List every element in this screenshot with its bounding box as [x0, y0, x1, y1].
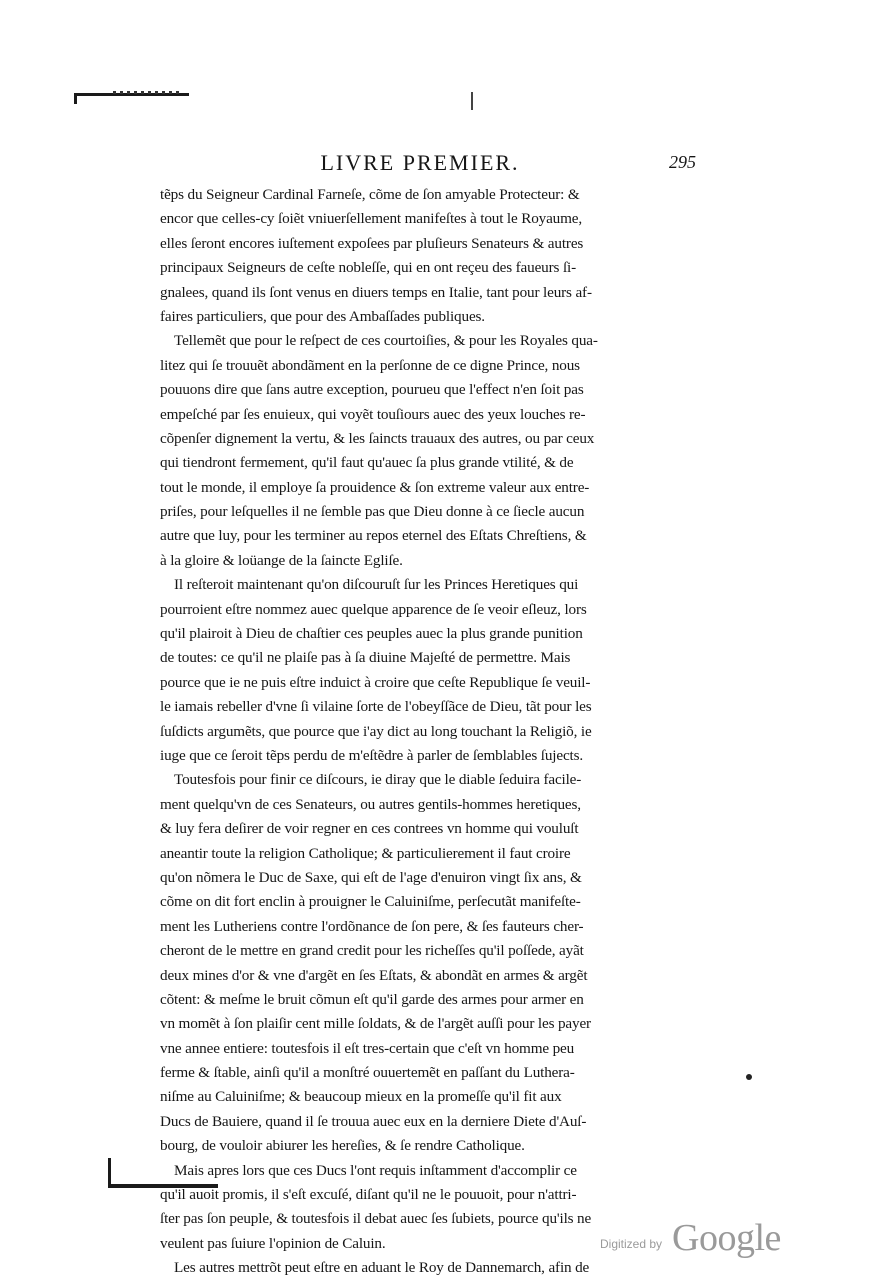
text-line: vne annee entiere: toutesfois il eſt tres-certain que c'eſt vn homme peu: [160, 1039, 575, 1057]
text-line: encor que celles-cy ſoiẽt vniuerſellement manifeſtes à tout le Royaume,: [160, 210, 583, 228]
text-line: Toutesfois pour finir ce diſcours, ie diray que le diable ſeduira facile-: [174, 771, 582, 789]
text-line: qu'il plairoit à Dieu de chaſtier ces peuples auec la plus grande punition: [160, 625, 583, 643]
text-line: litez qui ſe trouuẽt abondãment en la perſonne de ce digne Prince, nous: [160, 356, 580, 374]
paragraph: [160, 573, 680, 768]
text-line: Tellemẽt que pour le reſpect de ces courtoiſies, & pour les Royales qua-: [174, 332, 598, 350]
text-line: Mais apres lors que ces Ducs l'ont requis inſtamment d'accomplir ce: [174, 1161, 577, 1179]
text-line: priſes, pour leſquelles il ne ſemble pas que Dieu donne à ce ſiecle aucun: [160, 503, 585, 521]
text-line: niſme au Caluiniſme; & beaucoup mieux en la promeſſe qu'il fit aux: [160, 1088, 562, 1106]
text-line: le iamais rebeller d'vne ſi vilaine ſorte de l'obeyſſãce de Dieu, tãt pour les: [160, 698, 592, 716]
scan-corner-mark-bottom: [108, 1158, 218, 1188]
text-line: cõme on dit fort enclin à prouigner le Caluiniſme, perſecutãt manifeſte-: [160, 893, 581, 911]
text-line: cõpenſer dignement la vertu, & les ſaincts trauaux des autres, ou par ceux: [160, 429, 595, 447]
text-line: veulent pas ſuiure l'opinion de Caluin.: [160, 1234, 386, 1252]
text-line: à la gloire & loüange de la ſaincte Egliſe.: [160, 551, 403, 569]
google-logo: Google: [672, 1217, 781, 1259]
text-line: principaux Seigneurs de ceſte nobleſſe, qui en ont reçeu des faueurs ſi-: [160, 259, 576, 277]
text-line: ferme & ſtable, ainſi qu'il a monſtré ouuertemẽt en paſſant du Luthera-: [160, 1064, 575, 1082]
text-line: gnalees, quand ils ſont venus en diuers temps en Italie, tant pour leurs af-: [160, 283, 592, 301]
running-title: LIVRE PREMIER.: [320, 150, 520, 175]
text-line: aneantir toute la religion Catholique; & particulierement il faut croire: [160, 844, 571, 862]
text-line: & luy fera deſirer de voir regner en ces contrees vn homme qui vouluſt: [160, 820, 579, 838]
text-line: pouuons dire que ſans autre exception, pourueu que l'effect n'en ſoit pas: [160, 381, 584, 399]
text-line: vn momẽt à ſon plaiſir cent mille ſoldats, & de l'argẽt auſſi pour les payer: [160, 1015, 591, 1033]
text-line: Ducs de Bauiere, quand il ſe trouua auec eux en la derniere Diete d'Auſ-: [160, 1112, 587, 1130]
running-head: [150, 150, 696, 180]
text-line: ment les Lutheriens contre l'ordõnance de ſon pere, & ſes fauteurs cher-: [160, 917, 584, 935]
text-line: tout le monde, il employe ſa prouidence & ſon extreme valeur aux entre-: [160, 478, 590, 496]
text-line: ſter pas ſon peuple, & toutesfois il debat auec ſes ſubiets, pource qu'ils ne: [160, 1210, 592, 1228]
text-line: elles ſeront encores iuſtement expoſees par pluſieurs Senateurs & autres: [160, 234, 584, 252]
text-line: bourg, de vouloir abiurer les hereſies, & ſe rendre Catholique.: [160, 1137, 525, 1155]
text-line: Il reſteroit maintenant qu'on diſcouruſt ſur les Princes Heretiques qui: [174, 576, 579, 594]
text-line: de toutes: ce qu'il ne plaiſe pas à ſa diuine Majeſté de permettre. Mais: [160, 649, 571, 667]
text-line: qu'on nõmera le Duc de Saxe, qui eſt de l'age d'enuiron vingt ſix ans, &: [160, 868, 582, 886]
text-line: qu'il auoit promis, il s'eſt excuſé, diſant qu'il ne le pouuoit, pour n'attri-: [160, 1186, 577, 1204]
text-line: cheront de le mettre en grand credit pour les richeſſes qu'il poſſede, ayãt: [160, 942, 584, 960]
watermark-prefix: Digitized by: [600, 1237, 663, 1251]
text-line: deux mines d'or & vne d'argẽt en ſes Eſtats, & abondãt en armes & argẽt: [160, 966, 588, 984]
body-text: [160, 183, 680, 1281]
text-line: cõtent: & meſme le bruit cõmun eſt qu'il garde des armes pour armer en: [160, 990, 584, 1008]
scan-dust-dot: [746, 1074, 752, 1080]
text-line: ment quelqu'vn de ces Senateurs, ou autres gentils-hommes heretiques,: [160, 795, 581, 813]
scan-dotted-rule: [113, 91, 183, 94]
text-line: empeſché par ſes enuieux, qui voyẽt touſiours auec des yeux louches re-: [160, 405, 586, 423]
text-line: faires particuliers, que pour des Ambaſſades publiques.: [160, 307, 485, 325]
text-line: pourroient eſtre nommez auec quelque apparence de ſe veoir eſleuz, lors: [160, 600, 587, 618]
paragraph: [160, 329, 680, 573]
scan-corner-mark-top: [74, 93, 189, 104]
text-line: iuge que ce ſeroit tẽps perdu de m'eſtẽdre à parler de ſemblables ſujects.: [160, 746, 584, 764]
paragraph: [160, 183, 680, 329]
text-line: autre que luy, pour les terminer au repos eternel des Eſtats Chreſtiens, &: [160, 527, 587, 545]
page-number: 295: [669, 152, 696, 172]
text-line: ſuſdicts argumẽts, que pource que i'ay dict au long touchant la Religiõ, ie: [160, 722, 592, 740]
text-line: Les autres mettrõt peut eſtre en aduant le Roy de Dannemarch, afin de: [174, 1259, 590, 1277]
text-line: tẽps du Seigneur Cardinal Farneſe, cõme de ſon amyable Protecteur: &: [160, 186, 580, 203]
scan-tick-mark: [471, 92, 473, 110]
paragraph: [160, 1256, 680, 1280]
text-line: qui tiendront fermement, qu'il faut qu'auec ſa plus grande vtilité, & de: [160, 454, 574, 472]
text-line: pource que ie ne puis eſtre induict à croire que ceſte Republique ſe veuil-: [160, 673, 591, 691]
paragraph: [160, 768, 680, 1158]
